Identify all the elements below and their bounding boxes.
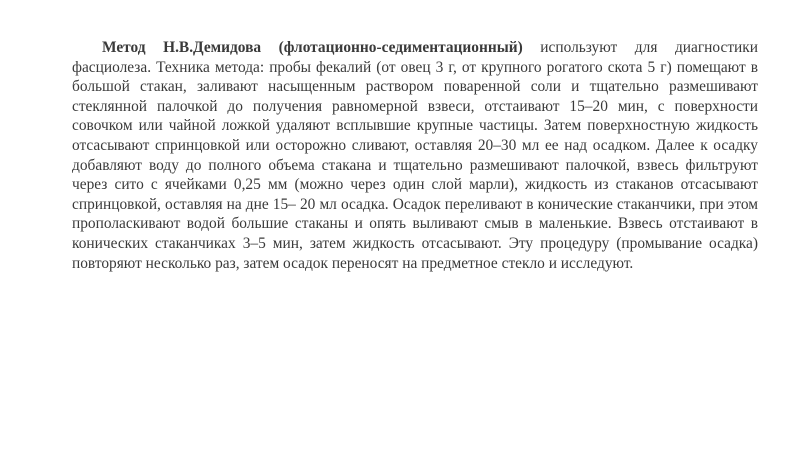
method-description-paragraph bbox=[72, 38, 758, 273]
method-title: Метод Н.В.Демидова (флотационно-седиментационный) bbox=[102, 39, 523, 56]
method-body-text: используют для диагностики фасциолеза. Техника метода: пробы фекалий (от овец 3 г, от крупного рогатого скота 5 г) помещают в большой стакан, заливают насыщенным раствором поваренной соли и тщательно размешивают стеклянной палочкой до получения равномерной взвеси, отстаивают 15–20 мин, с поверхности совочком или чайной ложкой удаляют всплывшие крупные частицы. Затем поверхностную жидкость отсасывают спринцовкой или осторожно сливают, оставляя 20–30 мл ее над осадком. Далее к осадку добавляют воду до полного объема стакана и тщательно размешивают палочкой, взвесь фильтруют через сито с ячейками 0,25 мм (можно через один слой марли), жидкость из стаканов отсасывают спринцовкой, оставляя на дне 15– 20 мл осадка. Осадок переливают в конические стаканчики, при этом прополаскивают водой большие стаканы и опять выливают смыв в маленькие. Взвесь отстаивают в конических стаканчиках 3–5 мин, затем жидкость отсасывают. Эту процедуру (промывание осадка) повторяют несколько раз, затем осадок переносят на предметное стекло и исследуют. bbox=[72, 39, 758, 272]
